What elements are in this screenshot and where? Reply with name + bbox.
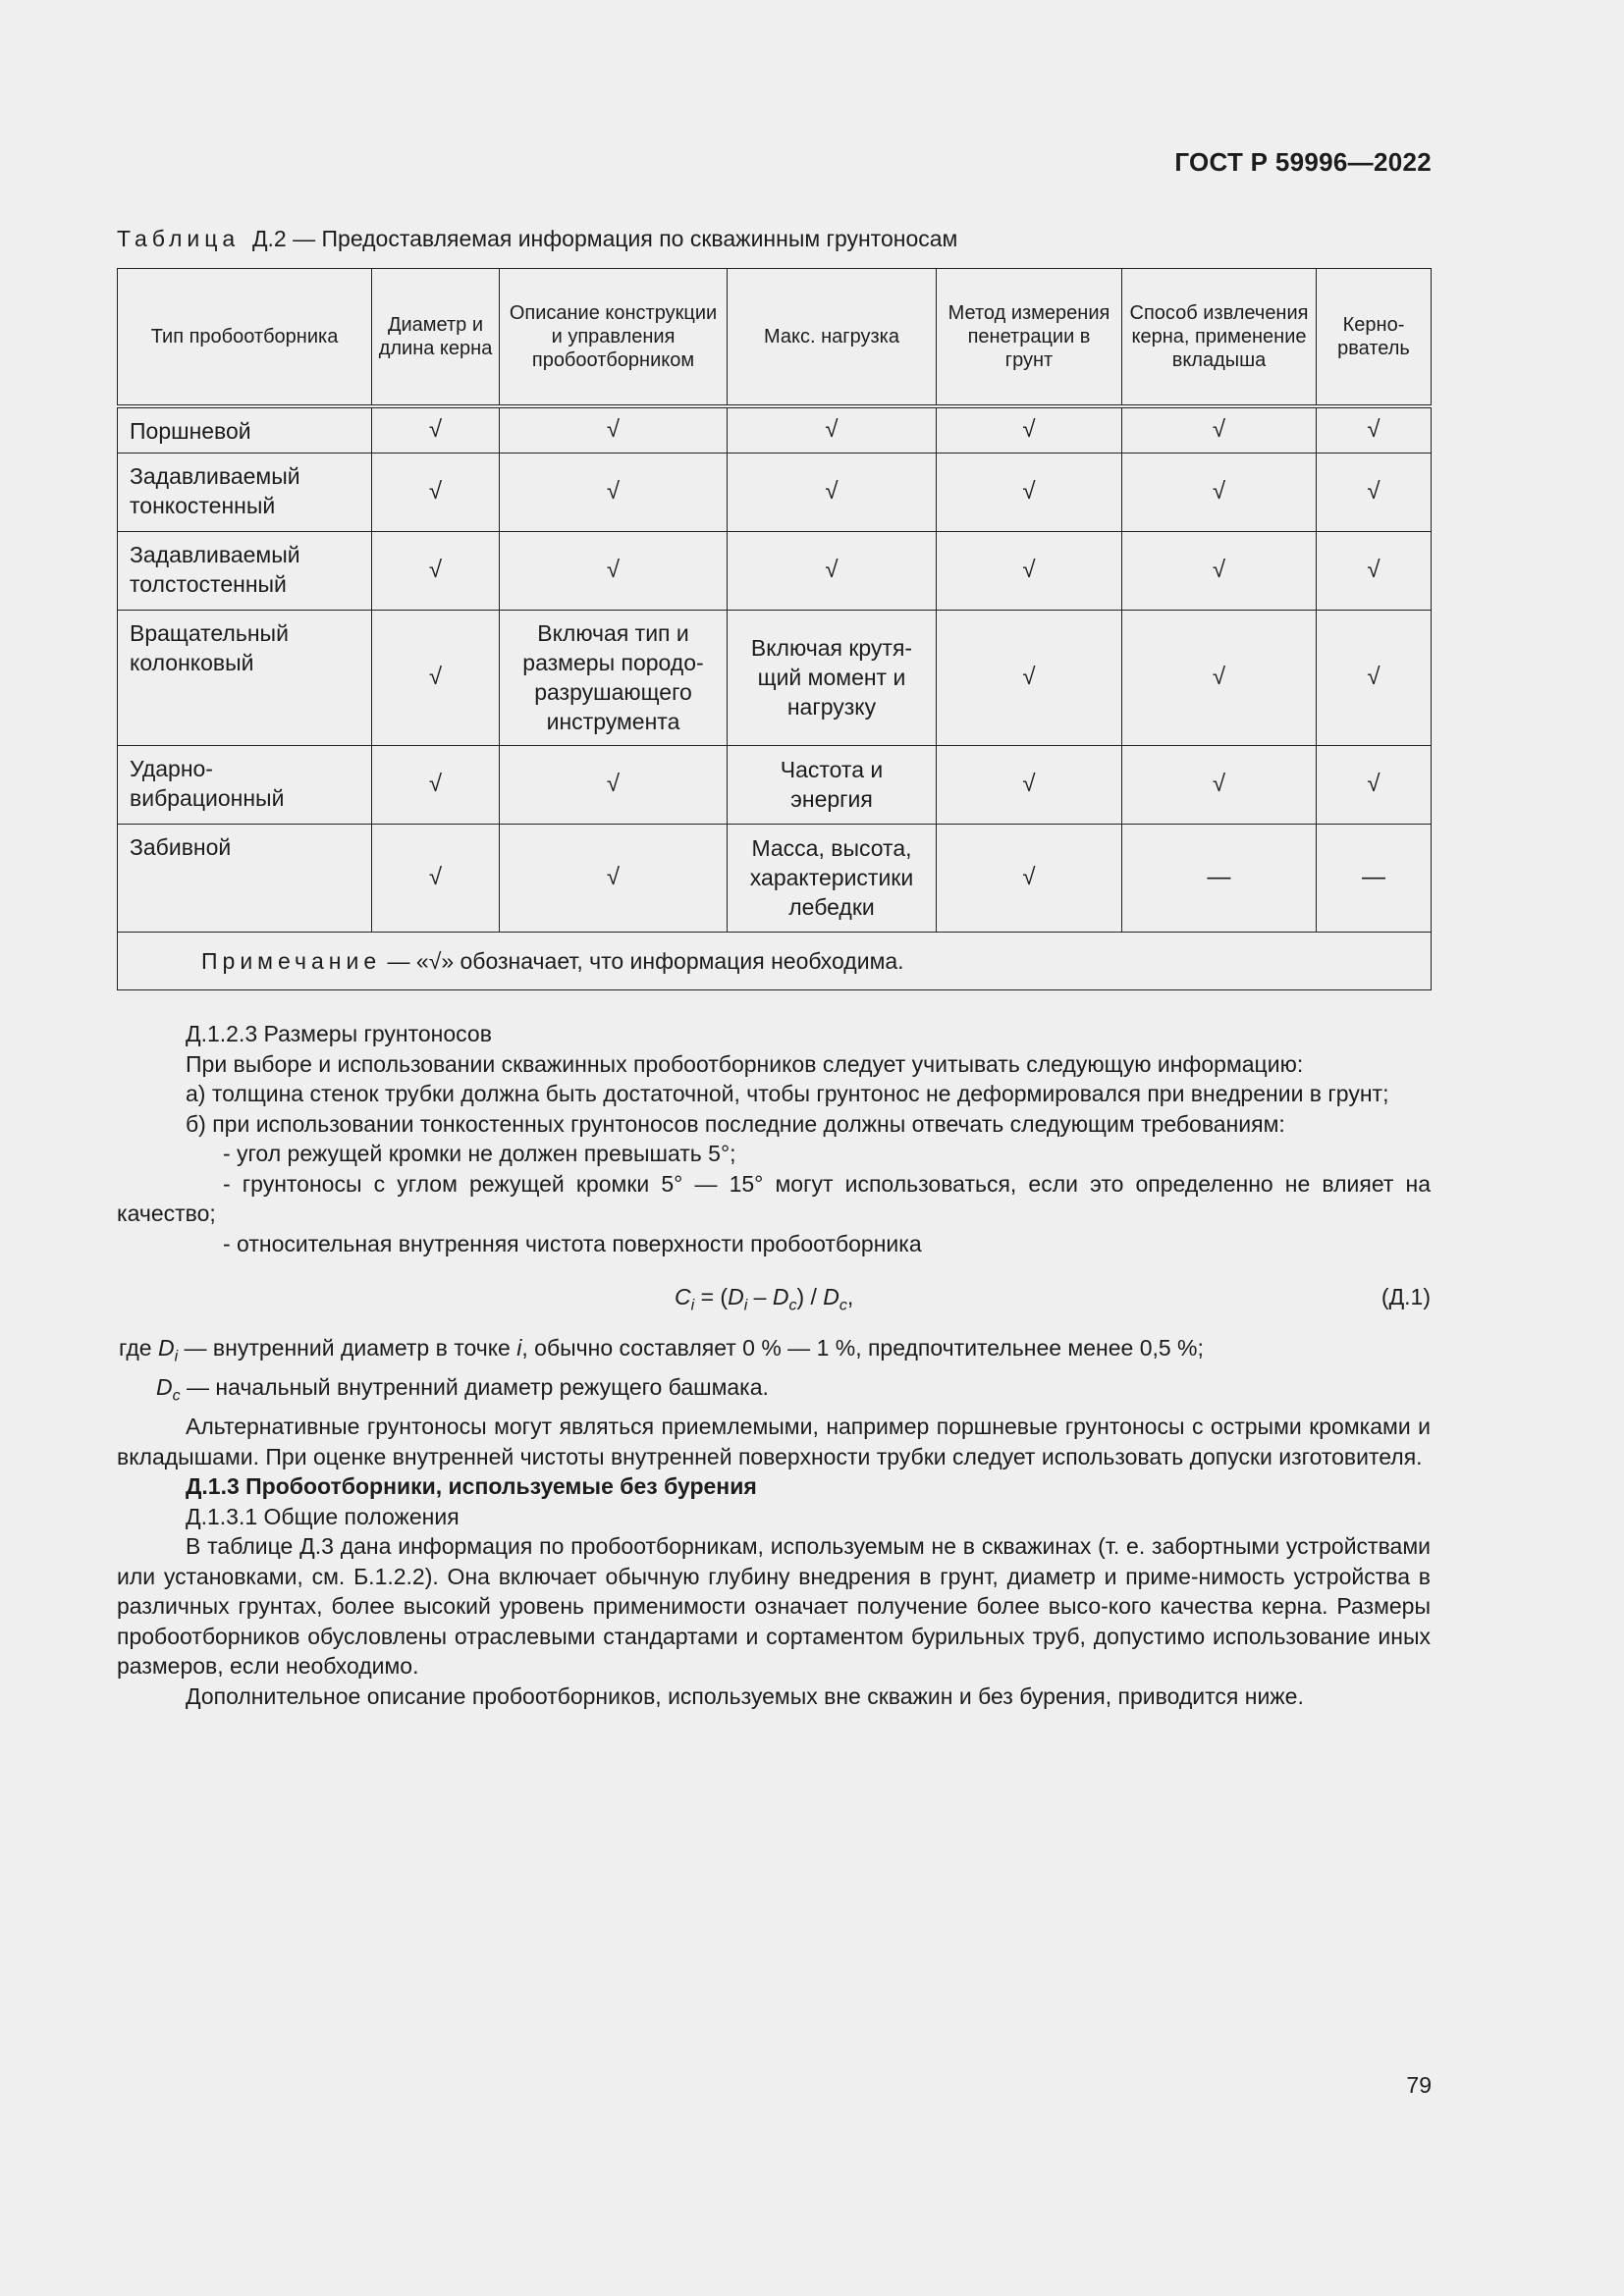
table-cell: √: [372, 453, 500, 531]
table-cell: √: [1122, 406, 1317, 453]
table-row: [118, 824, 1432, 932]
paragraph: В таблице Д.3 дана информация по пробоотборникам, используемым не в скважинах (т. е. забортными устройствами или установками, см. Б.1.2.2). Она включает обычную глубину внедрения в грунт, диаметр и приме-нимость устройства в различных грунтах, более высокий уровень применимости означает получение более высо-кого качества керна. Размеры пробоотборников обусловлены отраслевыми стандартами и сортаментом бурильных труб, допустимо использование иных размеров, если необходимо.: [117, 1533, 1431, 1680]
formula-legend: где $D_i$ — внутренний диаметр в точке i, обычно составляет 0 % — 1 %, предпочтительнее менее 0,5 %;: [119, 1335, 1204, 1365]
table-cell: √: [1317, 610, 1432, 745]
table-row: [118, 453, 1432, 531]
table-cell: √: [372, 824, 500, 932]
table-note-row: [118, 932, 1432, 989]
note-label: Примечание: [201, 947, 382, 974]
list-item: - относительная внутренняя чистота поверхности пробоотборника: [223, 1230, 922, 1256]
table-cell: √: [937, 453, 1122, 531]
header-cell: Макс. нагрузка: [728, 269, 937, 407]
header-cell: Тип пробоотборника: [118, 269, 372, 407]
table-cell: √: [500, 453, 728, 531]
table-cell: √: [728, 453, 937, 531]
table-row: [118, 745, 1432, 824]
table-cell: Включая тип и размеры породо-разрушающего инструмента: [500, 610, 728, 745]
where-prefix: где: [119, 1335, 158, 1361]
table-row: [118, 531, 1432, 610]
table-cell: √: [1317, 745, 1432, 824]
standard-header: ГОСТ Р 59996—2022: [1174, 147, 1432, 177]
table-cell: √: [937, 824, 1122, 932]
page-number: 79: [1406, 2072, 1432, 2098]
list-item: а) толщина стенок трубки должна быть достаточной, чтобы грунтонос не деформировался при внедрении в грунт;: [186, 1081, 1389, 1106]
sampler-type-cell: Задавливаемый толстостенный: [118, 531, 372, 610]
section-heading: Д.1.3 Пробоотборники, используемые без бурения: [186, 1473, 757, 1500]
sampler-type-cell: Забивной: [118, 824, 372, 932]
table-cell: —: [1122, 824, 1317, 932]
table-cell: √: [937, 406, 1122, 453]
formula-line: [117, 1268, 1431, 1333]
table-cell: —: [1317, 824, 1432, 932]
document-body: [117, 1019, 1431, 1711]
table-cell: Включая крутя-щий момент и нагрузку: [728, 610, 937, 745]
header-cell: Описание конструкции и управления пробоотборником: [500, 269, 728, 407]
table-cell: √: [1122, 610, 1317, 745]
list-item: б) при использовании тонкостенных грунтоносов последние должны отвечать следующим требованиям:: [186, 1110, 1285, 1137]
table-cell: √: [372, 610, 500, 745]
formula-legend: $D_c$ — начальный внутренний диаметр режущего башмака.: [156, 1374, 769, 1405]
legend-text: — начальный внутренний диаметр режущего башмака.: [180, 1374, 769, 1401]
formula-number: (Д.1): [1380, 1284, 1431, 1309]
table-cell: √: [1122, 453, 1317, 531]
table-cell: Масса, высота, характеристики лебедки: [728, 824, 937, 932]
table-cell: √: [500, 745, 728, 824]
table-cell: √: [937, 610, 1122, 745]
section-heading: Д.1.2.3 Размеры грунтоносов: [186, 1021, 492, 1046]
table-cell: √: [500, 824, 728, 932]
table-header-row: [118, 269, 1432, 407]
table-cell: √: [500, 406, 728, 453]
table-cell: √: [1317, 406, 1432, 453]
header-cell: Керно-рватель: [1317, 269, 1432, 407]
table-cell: √: [728, 531, 937, 610]
sampler-type-cell: Вращательный колонковый: [118, 610, 372, 745]
table-row: [118, 406, 1432, 453]
legend-text: , обычно составляет 0 % — 1 %, предпочтительнее менее 0,5 %;: [521, 1335, 1204, 1361]
sampler-type-cell: Ударно-вибрационный: [118, 745, 372, 824]
table-cell: √: [1122, 531, 1317, 610]
table-caption: [117, 226, 957, 252]
table-cell: √: [1317, 531, 1432, 610]
header-cell: Диаметр и длина керна: [372, 269, 500, 407]
table-cell: √: [372, 406, 500, 453]
table-cell: √: [1122, 745, 1317, 824]
paragraph: При выборе и использовании скважинных пробоотборников следует учитывать следующую информацию:: [186, 1050, 1304, 1077]
table-cell: √: [1317, 453, 1432, 531]
header-cell: Метод измерения пенетрации в грунт: [937, 269, 1122, 407]
table-cell: √: [372, 531, 500, 610]
list-item: - угол режущей кромки не должен превышать 5°;: [223, 1141, 736, 1166]
legend-text: — внутренний диаметр в точке: [178, 1335, 517, 1361]
paragraph: Альтернативные грунтоносы могут являться приемлемыми, например поршневые грунтоносы с острыми кромками и вкладышами. При оценке внутренней чистоты внутренней поверхности трубки следует использовать допуски изготовителя.: [117, 1414, 1431, 1469]
note-text: — «√» обозначает, что информация необходима.: [381, 947, 904, 974]
table-cell: √: [500, 531, 728, 610]
list-item: - грунтоносы с углом режущей кромки 5° — 15° могут использоваться, если это определенно не влияет на качество;: [117, 1170, 1431, 1226]
subsection-heading: Д.1.3.1 Общие положения: [186, 1503, 460, 1529]
table-cell: √: [937, 531, 1122, 610]
samplers-table: [117, 268, 1432, 990]
sampler-type-cell: Поршневой: [118, 406, 372, 453]
sampler-type-cell: Задавливаемый тонкостенный: [118, 453, 372, 531]
paragraph: Дополнительное описание пробоотборников, используемых вне скважин и без бурения, приводится ниже.: [186, 1682, 1304, 1709]
table-row: [118, 610, 1432, 745]
table-cell: √: [728, 406, 937, 453]
table-caption-text: Д.2 — Предоставляемая информация по скважинным грунтоносам: [251, 226, 958, 251]
formula: $C_i = (D_i - D_c) / D_c$,: [675, 1284, 854, 1314]
table-cell: √: [937, 745, 1122, 824]
header-cell: Способ извлечения керна, применение вкладыша: [1122, 269, 1317, 407]
table-cell: Частота и энергия: [728, 745, 937, 824]
table-cell: √: [372, 745, 500, 824]
table-note: [118, 932, 1432, 989]
table-caption-label: Таблица: [117, 226, 241, 251]
